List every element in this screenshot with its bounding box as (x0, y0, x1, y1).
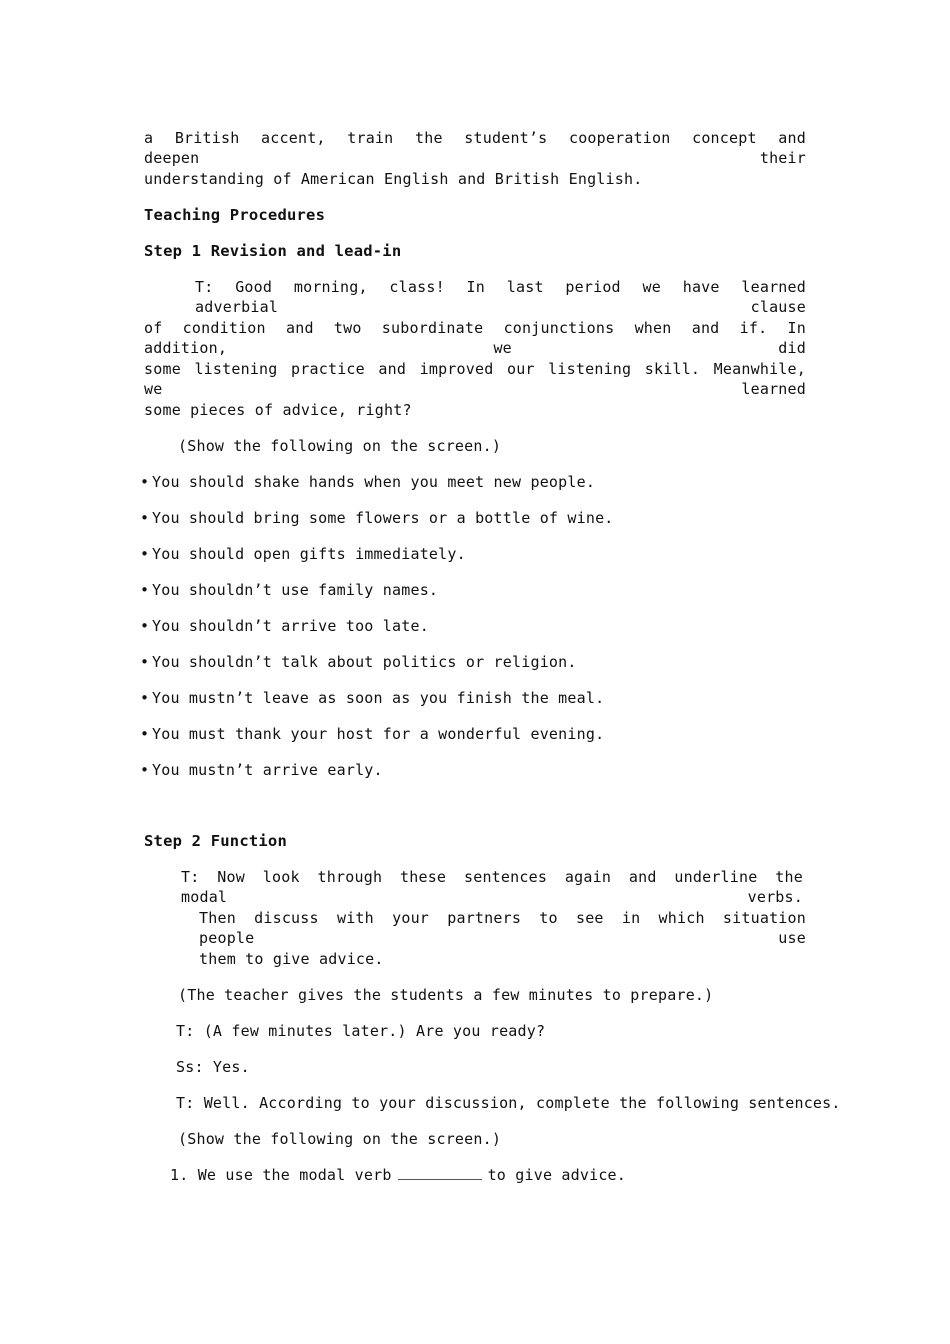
step2-teacher-line-1: T: Now look through these sentences again and underline the modal verbs. (181, 868, 803, 906)
bullet-icon: • (140, 761, 150, 779)
exercise-number: 1. (170, 1166, 189, 1184)
step2-teacher-line-3: them to give advice. (199, 950, 384, 968)
bullet-icon: • (140, 509, 150, 527)
heading-step-1: Step 1 Revision and lead-in (144, 242, 402, 260)
list-item: • You shouldn’t use family names. (140, 581, 439, 599)
step1-paragraph-line-3: some listening practice and improved our listening skill. Meanwhile, we learned (144, 360, 806, 398)
list-item: • You shouldn’t arrive too late. (140, 617, 429, 635)
bullet-icon: • (140, 689, 150, 707)
list-item: • You should open gifts immediately. (140, 545, 466, 563)
list-item: • You should bring some flowers or a bottle of wine. (140, 509, 614, 527)
list-item: • You mustn’t arrive early. (140, 761, 383, 779)
heading-step-2: Step 2 Function (144, 832, 287, 850)
step1-paragraph-line-4: some pieces of advice, right? (144, 401, 412, 419)
list-item: • You mustn’t leave as soon as you finish the meal. (140, 689, 605, 707)
heading-teaching-procedures: Teaching Procedures (144, 206, 326, 224)
intro-line-1: a British accent, train the student’s cooperation concept and deepen their (144, 129, 806, 167)
bullet-icon: • (140, 653, 150, 671)
step2-teacher-well: T: Well. According to your discussion, complete the following sentences. (176, 1094, 841, 1112)
answer-blank[interactable] (398, 1165, 482, 1180)
step2-teacher-line-2: Then discuss with your partners to see in which situation people use (199, 909, 806, 947)
bullet-icon: • (140, 545, 150, 563)
step1-show-note: (Show the following on the screen.) (178, 437, 502, 455)
bullet-icon: • (140, 617, 150, 635)
list-item: • You shouldn’t talk about politics or religion. (140, 653, 577, 671)
intro-line-2: understanding of American English and British English. (144, 170, 643, 188)
bullet-icon: • (140, 725, 150, 743)
step2-prepare-note: (The teacher gives the students a few minutes to prepare.) (178, 986, 714, 1004)
step2-teacher-ready: T: (A few minutes later.) Are you ready? (176, 1022, 546, 1040)
exercise-item-1: 1. We use the modal verb to give advice. (170, 1166, 627, 1184)
step1-paragraph-line-2: of condition and two subordinate conjunctions when and if. In addition, we did (144, 319, 806, 357)
list-item: • You should shake hands when you meet new people. (140, 473, 596, 491)
bullet-icon: • (140, 581, 150, 599)
step2-show-note: (Show the following on the screen.) (178, 1130, 502, 1148)
list-item: • You must thank your host for a wonderful evening. (140, 725, 605, 743)
step1-paragraph-line-1: T: Good morning, class! In last period we have learned adverbial clause (195, 278, 806, 316)
bullet-icon: • (140, 473, 150, 491)
step2-students-yes: Ss: Yes. (176, 1058, 250, 1076)
